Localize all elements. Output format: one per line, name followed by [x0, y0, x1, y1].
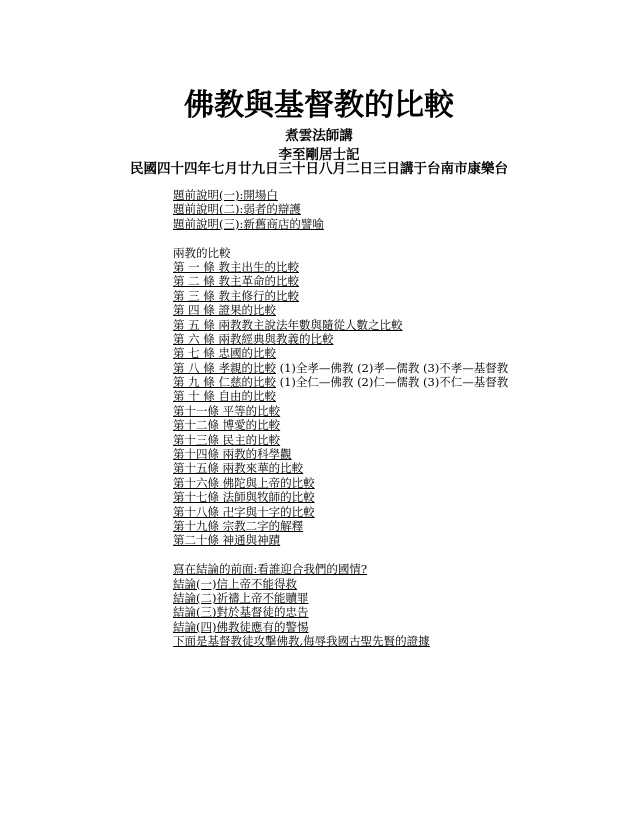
article-link-11[interactable]: 第十一條 平等的比較 [173, 403, 281, 418]
conclusion-link-2[interactable]: 結論(二)祈禱上帝不能贖罪 [173, 590, 309, 605]
article-link-7[interactable]: 第 七 條 忠國的比較 [173, 346, 276, 361]
article-link-4[interactable]: 第 四 條 證果的比較 [173, 303, 276, 318]
article-link-20[interactable]: 第二十條 神通與神蹟 [173, 533, 281, 548]
article-item[interactable] [173, 375, 613, 389]
article-item[interactable] [173, 318, 613, 332]
conclusion-item[interactable] [173, 605, 613, 619]
conclusion-item[interactable] [173, 620, 613, 634]
article-link-6[interactable]: 第 六 條 兩教經典與教義的比較 [173, 331, 334, 346]
article-item[interactable] [173, 476, 613, 490]
conclusion-item[interactable] [173, 591, 613, 605]
conclusion-item[interactable] [173, 634, 613, 648]
article-item[interactable] [173, 490, 613, 504]
article-note-9: (1)全仁—佛教 (2)仁—儒教 (3)不仁—基督教 [275, 375, 509, 390]
article-item[interactable] [173, 303, 613, 317]
article-link-10[interactable]: 第 十 條 自由的比較 [173, 389, 276, 404]
article-item[interactable] [173, 361, 613, 375]
section-spacer [173, 231, 613, 245]
conclusion-link-1[interactable]: 結論(一)信上帝不能得救 [173, 576, 297, 591]
article-link-12[interactable]: 第十二條 博愛的比較 [173, 418, 281, 433]
article-item[interactable] [173, 461, 613, 475]
speaker-line: 煮雲法師講 [285, 128, 353, 144]
article-item[interactable] [173, 505, 613, 519]
intro-link-3[interactable]: 題前說明(三):新舊商店的譬喻 [173, 216, 324, 231]
article-link-8[interactable]: 第 八 條 孝親的比較 [173, 360, 276, 375]
article-item[interactable] [173, 389, 613, 403]
article-link-18[interactable]: 第十八條 卍字與十字的比較 [173, 504, 315, 519]
article-link-13[interactable]: 第十三條 民主的比較 [173, 432, 281, 447]
article-item[interactable] [173, 418, 613, 432]
comparison-heading [173, 246, 613, 260]
conclusion-item[interactable] [173, 562, 613, 576]
article-item[interactable] [173, 447, 613, 461]
article-link-14[interactable]: 第十四條 兩教的科學觀 [173, 447, 292, 462]
intro-link-2[interactable]: 題前說明(二):弱者的辯護 [173, 202, 301, 217]
article-item[interactable] [173, 274, 613, 288]
article-item[interactable] [173, 346, 613, 360]
article-link-2[interactable]: 第 二 條 教主革命的比較 [173, 274, 299, 289]
article-item[interactable] [173, 433, 613, 447]
intro-item[interactable] [173, 217, 613, 231]
conclusion-link-evidence[interactable]: 下面是基督教徒攻擊佛教,侮辱我國古聖先賢的證據 [173, 634, 430, 649]
article-link-1[interactable]: 第 一 條 教主出生的比較 [173, 259, 299, 274]
article-note-8: (1)全孝—佛教 (2)孝—儒教 (3)不孝—基督教 [275, 360, 509, 375]
article-link-16[interactable]: 第十六條 佛陀與上帝的比較 [173, 475, 315, 490]
comparison-heading-text: 兩教的比較 [173, 245, 231, 260]
article-item[interactable] [173, 289, 613, 303]
recorder-line: 李至剛居士記 [278, 147, 360, 163]
venue-line: 民國四十四年七月廿九日三十日八月二日三日講于台南市康樂台 [130, 161, 508, 177]
article-link-15[interactable]: 第十五條 兩教來華的比較 [173, 461, 304, 476]
intro-link-1[interactable]: 題前說明(一):開場白 [173, 188, 278, 202]
article-link-3[interactable]: 第 三 條 教主修行的比較 [173, 288, 299, 303]
article-item[interactable] [173, 332, 613, 346]
table-of-contents [173, 188, 613, 649]
article-item[interactable] [173, 533, 613, 547]
article-item[interactable] [173, 404, 613, 418]
document-title: 佛教與基督教的比較 [184, 88, 454, 123]
conclusion-item[interactable] [173, 577, 613, 591]
conclusion-link-4[interactable]: 結論(四)佛教徒應有的警惕 [173, 619, 309, 634]
intro-item[interactable] [173, 202, 613, 216]
section-spacer [173, 548, 613, 562]
intro-item[interactable] [173, 188, 613, 202]
article-item[interactable] [173, 260, 613, 274]
article-item[interactable] [173, 519, 613, 533]
article-link-5[interactable]: 第 五 條 兩教教主說法年數與隨從人數之比較 [173, 317, 403, 332]
article-link-17[interactable]: 第十七條 法師與牧師的比較 [173, 490, 315, 505]
article-link-19[interactable]: 第十九條 宗教二字的解釋 [173, 518, 304, 533]
conclusion-link-preface[interactable]: 寫在結論的前面:看誰迎合我們的國情? [173, 562, 368, 577]
article-link-9[interactable]: 第 九 條 仁慈的比較 [173, 375, 276, 390]
conclusion-link-3[interactable]: 結論(三)對於基督徒的忠告 [173, 605, 309, 620]
